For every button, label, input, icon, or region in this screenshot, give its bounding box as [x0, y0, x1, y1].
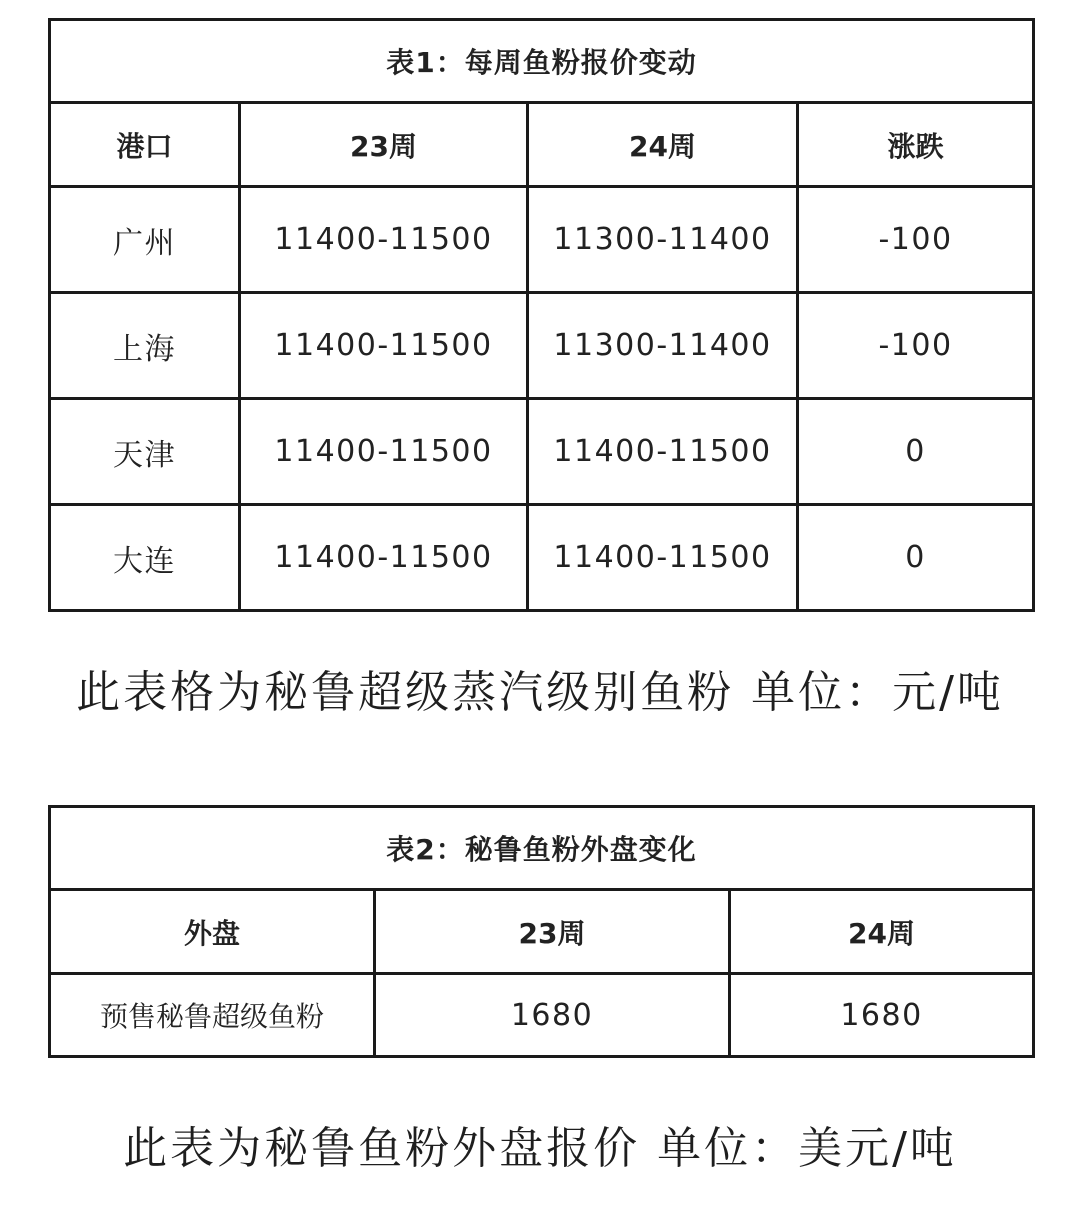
table-row	[50, 187, 1034, 293]
table-row	[50, 974, 1034, 1057]
table-header-row	[50, 890, 1034, 974]
table-title-row	[50, 20, 1034, 103]
week24-price-cell: 11300-11400	[528, 187, 798, 293]
week24-price-cell: 1680	[730, 974, 1034, 1057]
change-cell: -100	[798, 187, 1034, 293]
week24-price-cell: 11300-11400	[528, 293, 798, 399]
port-cell: 天津	[50, 399, 240, 505]
week24-price-cell: 11400-11500	[528, 399, 798, 505]
table2-caption: 此表为秘鲁鱼粉外盘报价 单位：美元/吨	[123, 1123, 957, 1174]
product-cell: 预售秘鲁超级鱼粉	[50, 974, 375, 1057]
change-cell: -100	[798, 293, 1034, 399]
table-row	[50, 505, 1034, 611]
column-header-week24: 24周	[730, 890, 1034, 974]
peru-fishmeal-offer-table	[48, 805, 1035, 1058]
column-header-offer: 外盘	[50, 890, 375, 974]
table1-title: 表1：每周鱼粉报价变动	[50, 20, 1034, 103]
table-title-row	[50, 807, 1034, 890]
week24-price-cell: 11400-11500	[528, 505, 798, 611]
week23-price-cell: 1680	[375, 974, 730, 1057]
week23-price-cell: 11400-11500	[240, 399, 528, 505]
change-cell: 0	[798, 505, 1034, 611]
column-header-week23: 23周	[375, 890, 730, 974]
port-cell: 广州	[50, 187, 240, 293]
column-header-change: 涨跌	[798, 103, 1034, 187]
week23-price-cell: 11400-11500	[240, 505, 528, 611]
table-row	[50, 293, 1034, 399]
weekly-fishmeal-price-table	[48, 18, 1035, 612]
week23-price-cell: 11400-11500	[240, 293, 528, 399]
column-header-week24: 24周	[528, 103, 798, 187]
table-row	[50, 399, 1034, 505]
port-cell: 上海	[50, 293, 240, 399]
week23-price-cell: 11400-11500	[240, 187, 528, 293]
table1-caption: 此表格为秘鲁超级蒸汽级别鱼粉 单位：元/吨	[76, 667, 1004, 718]
table-header-row	[50, 103, 1034, 187]
column-header-week23: 23周	[240, 103, 528, 187]
port-cell: 大连	[50, 505, 240, 611]
column-header-port: 港口	[50, 103, 240, 187]
table2-title: 表2：秘鲁鱼粉外盘变化	[50, 807, 1034, 890]
change-cell: 0	[798, 399, 1034, 505]
